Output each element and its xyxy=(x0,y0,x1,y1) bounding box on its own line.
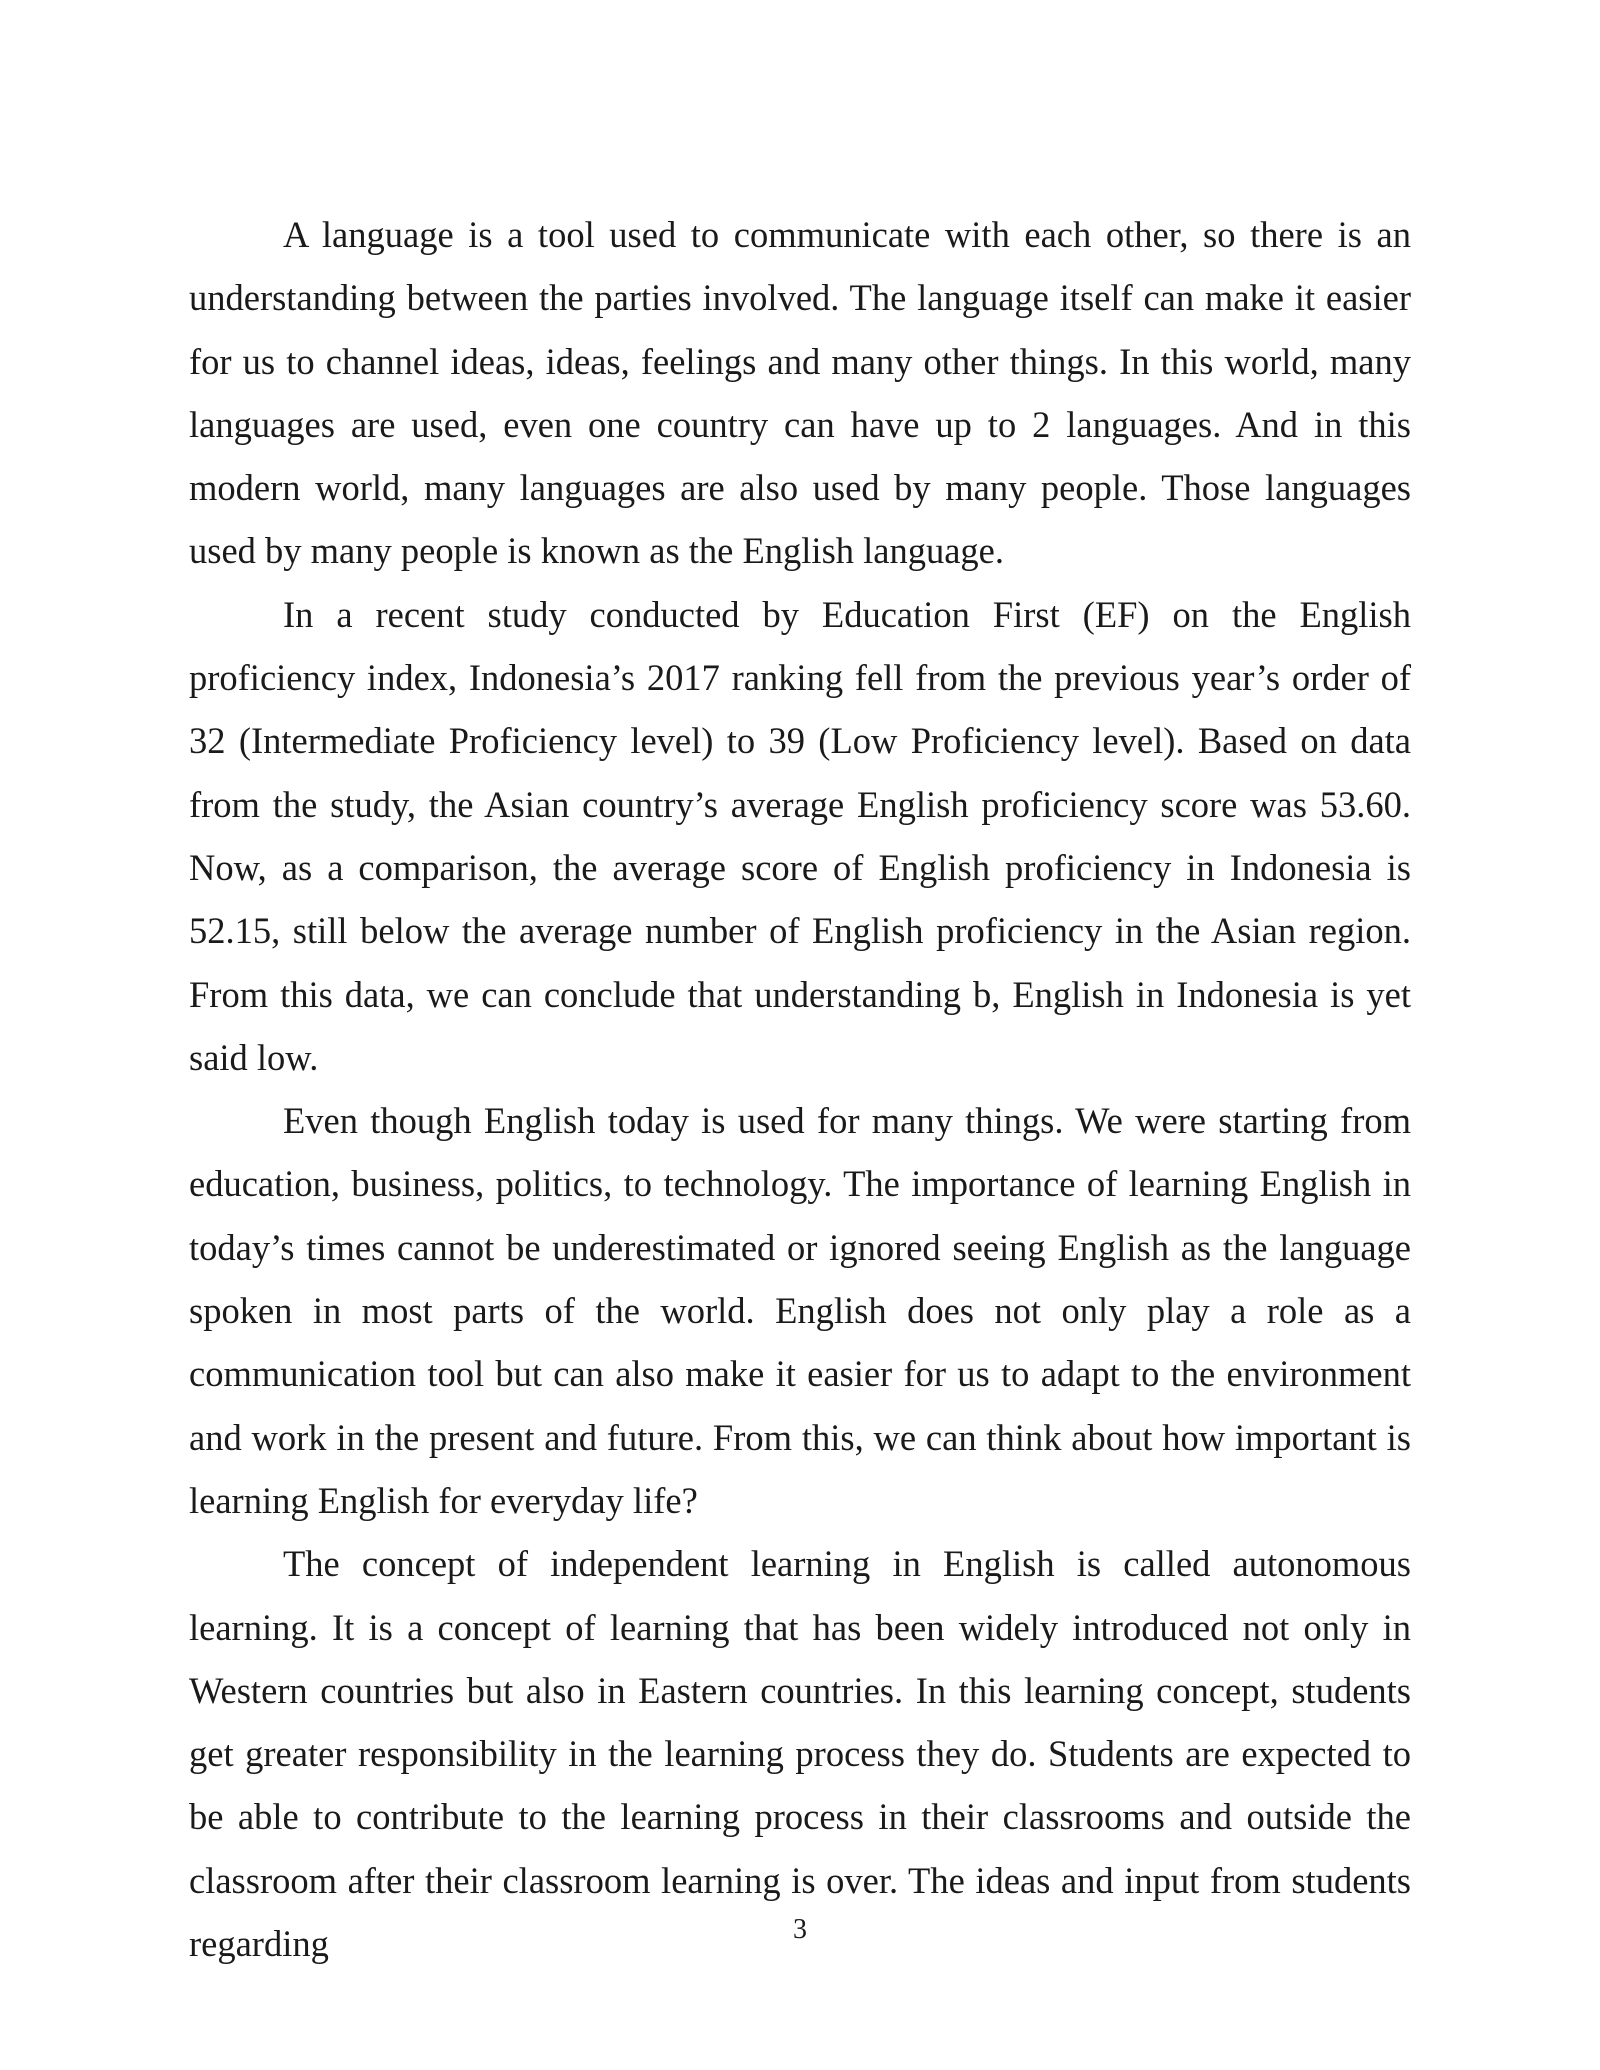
page-number: 3 xyxy=(793,1914,807,1945)
paragraph-importance-of-english: Even though English today is used for many things. We were starting from education, business, politics, to technology. The importance of learning English in today’s times cannot be underestimated or ignored seeing English as the language spoken in most parts of the world. English does not only play a role as a communication tool but can also make it easier for us to adapt to the environment and work in the present and future. From this, we can think about how important is learning English for everyday life? xyxy=(189,1100,1411,1521)
paragraph-ef-study: In a recent study conducted by Education First (EF) on the English proficiency index, Indonesia’s 2017 ranking fell from the previous year’s order of 32 (Intermediate Proficiency level) to 39 (Low Proficiency level). Based on data from the study, the Asian country’s average English proficiency score was 53.60. Now, as a comparison, the average score of English proficiency in Indonesia is 52.15, still below the average number of English proficiency in the Asian region. From this data, we can conclude that understanding b, English in Indonesia is yet said low. xyxy=(189,593,1411,1078)
paragraph-language-intro: A language is a tool used to communicate with each other, so there is an understanding between the parties involved. The language itself can make it easier for us to channel ideas, ideas, feelings and many other things. In this world, many languages are used, even one country can have up to 2 languages. And in this modern world, many languages are also used by many people. Those languages used by many people is known as the English language. xyxy=(189,214,1411,572)
body-text xyxy=(189,203,1411,1975)
paragraph-autonomous-learning: The concept of independent learning in English is called autonomous learning. It is a concept of learning that has been widely introduced not only in Western countries but also in Eastern countries. In this learning concept, students get greater responsibility in the learning process they do. Students are expected to be able to contribute to the learning process in their classrooms and outside the classroom after their classroom learning is over. The ideas and input from students regarding xyxy=(189,1543,1411,1965)
